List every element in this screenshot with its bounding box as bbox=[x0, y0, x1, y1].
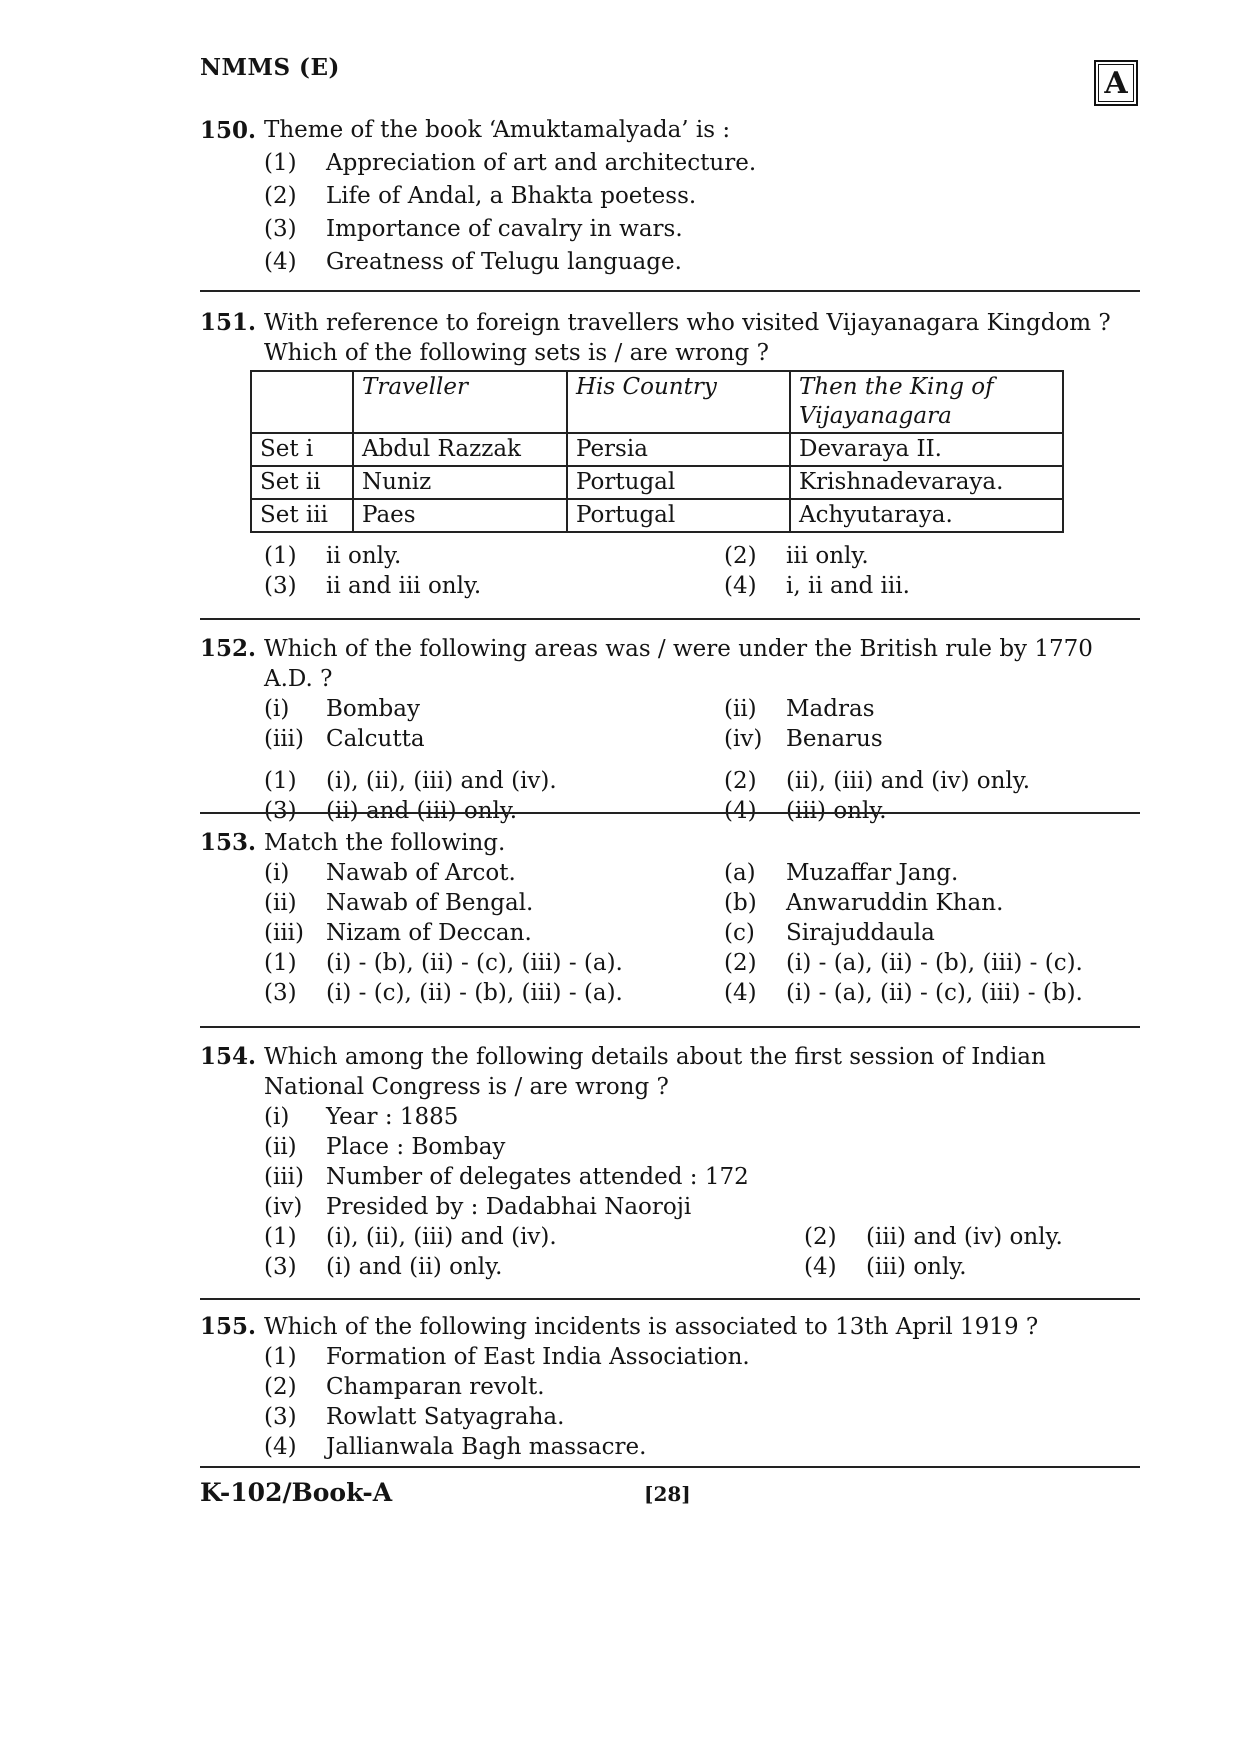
table-header: His Country bbox=[567, 371, 790, 433]
divider bbox=[200, 618, 1140, 620]
set-code-box bbox=[1094, 60, 1138, 106]
table-cell: Devaraya II. bbox=[790, 433, 1063, 466]
table-header bbox=[251, 371, 353, 433]
option-label: (1) bbox=[264, 768, 297, 794]
item-label: (i) bbox=[264, 1104, 290, 1130]
option bbox=[724, 766, 1124, 796]
item-text: Calcutta bbox=[326, 726, 425, 752]
question-text: Which of the following incidents is associated to 13th April 1919 ? bbox=[264, 1314, 1039, 1340]
table-header-row bbox=[251, 371, 1063, 433]
question-number: 150. bbox=[200, 117, 257, 144]
option bbox=[200, 147, 1140, 180]
question-number: 152. bbox=[200, 635, 257, 662]
option-text: ii and iii only. bbox=[326, 573, 482, 599]
list-item bbox=[264, 858, 724, 888]
question-154 bbox=[200, 1042, 1140, 1282]
option-label: (4) bbox=[724, 573, 757, 599]
option-label: (2) bbox=[264, 183, 297, 209]
option-label: (1) bbox=[264, 1344, 297, 1370]
option-text: (i), (ii), (iii) and (iv). bbox=[326, 1224, 557, 1250]
option-label: (1) bbox=[264, 1224, 297, 1250]
list-item bbox=[264, 888, 724, 918]
set-code: A bbox=[1098, 64, 1134, 102]
table-cell: Set i bbox=[251, 433, 353, 466]
booklet-code: K-102/Book-A bbox=[200, 1478, 393, 1507]
option bbox=[724, 948, 1124, 978]
list-item bbox=[724, 724, 1124, 754]
table-cell: Achyutaraya. bbox=[790, 499, 1063, 532]
list-item bbox=[264, 918, 724, 948]
option-label: (1) bbox=[264, 950, 297, 976]
option-text: Rowlatt Satyagraha. bbox=[326, 1404, 565, 1430]
table-cell: Set iii bbox=[251, 499, 353, 532]
item-label: (iv) bbox=[264, 1194, 303, 1220]
item-label: (i) bbox=[264, 860, 290, 886]
option-text: Jallianwala Bagh massacre. bbox=[326, 1434, 647, 1460]
option-label: (2) bbox=[724, 950, 757, 976]
question-153 bbox=[200, 828, 1140, 1008]
item-label: (ii) bbox=[264, 1134, 297, 1160]
item-label: (iv) bbox=[724, 726, 763, 752]
list-item bbox=[200, 1192, 1140, 1222]
question-text: Match the following. bbox=[264, 830, 506, 856]
list-item bbox=[200, 1132, 1140, 1162]
option bbox=[200, 1432, 1140, 1462]
item-text: Nawab of Arcot. bbox=[326, 860, 516, 886]
question-152 bbox=[200, 634, 1140, 826]
item-text: Sirajuddaula bbox=[786, 920, 935, 946]
option bbox=[724, 541, 1124, 571]
divider bbox=[200, 1466, 1140, 1468]
option-label: (3) bbox=[264, 573, 297, 599]
option-text: iii only. bbox=[786, 543, 869, 569]
item-label: (iii) bbox=[264, 1164, 305, 1190]
option-text: Champaran revolt. bbox=[326, 1374, 545, 1400]
option-label: (4) bbox=[264, 1434, 297, 1460]
question-151 bbox=[200, 308, 1140, 601]
option-text: (i) - (b), (ii) - (c), (iii) - (a). bbox=[326, 950, 623, 976]
option bbox=[264, 978, 724, 1008]
table-row bbox=[251, 466, 1063, 499]
item-text: Place : Bombay bbox=[326, 1134, 506, 1160]
option bbox=[264, 766, 724, 796]
option-text: (i) - (a), (ii) - (b), (iii) - (c). bbox=[786, 950, 1083, 976]
divider bbox=[200, 1298, 1140, 1300]
item-text: Anwaruddin Khan. bbox=[786, 890, 1004, 916]
option bbox=[264, 796, 724, 826]
option-label: (4) bbox=[804, 1254, 837, 1280]
option bbox=[264, 541, 724, 571]
item-text: Bombay bbox=[326, 696, 420, 722]
list-item bbox=[200, 1162, 1140, 1192]
option-text: Life of Andal, a Bhakta poetess. bbox=[326, 183, 697, 209]
travellers-table bbox=[250, 370, 1064, 533]
option bbox=[264, 948, 724, 978]
option bbox=[804, 1222, 1144, 1252]
option-text: Formation of East India Association. bbox=[326, 1344, 750, 1370]
question-text: Which among the following details about the first session of Indian National Congress is / are wrong ? bbox=[264, 1044, 1046, 1100]
list-item bbox=[724, 858, 1124, 888]
page-number: [28] bbox=[644, 1482, 691, 1506]
question-text: With reference to foreign travellers who visited Vijayanagara Kingdom ? Which of the following sets is / are wrong ? bbox=[264, 310, 1111, 366]
question-150 bbox=[200, 114, 1140, 279]
item-label: (iii) bbox=[264, 726, 305, 752]
option bbox=[200, 246, 1140, 279]
option-label: (1) bbox=[264, 543, 297, 569]
option-label: (1) bbox=[264, 150, 297, 176]
table-header: Traveller bbox=[353, 371, 567, 433]
question-number: 155. bbox=[200, 1313, 257, 1340]
option bbox=[804, 1252, 1144, 1282]
item-label: (ii) bbox=[724, 696, 757, 722]
option-text: (ii), (iii) and (iv) only. bbox=[786, 768, 1031, 794]
question-number: 151. bbox=[200, 309, 257, 336]
option bbox=[200, 1402, 1140, 1432]
item-label: (i) bbox=[264, 696, 290, 722]
exam-header: NMMS (E) bbox=[200, 54, 340, 81]
option-text: Greatness of Telugu language. bbox=[326, 249, 682, 275]
option-text: Importance of cavalry in wars. bbox=[326, 216, 683, 242]
table-cell: Portugal bbox=[567, 499, 790, 532]
option bbox=[200, 1342, 1140, 1372]
item-label: (a) bbox=[724, 860, 756, 886]
item-text: Year : 1885 bbox=[326, 1104, 459, 1130]
item-text: Number of delegates attended : 172 bbox=[326, 1164, 749, 1190]
option-text: (i) - (c), (ii) - (b), (iii) - (a). bbox=[326, 980, 623, 1006]
option bbox=[264, 1252, 804, 1282]
option-label: (4) bbox=[264, 249, 297, 275]
table-row bbox=[251, 433, 1063, 466]
divider bbox=[200, 290, 1140, 292]
option-text: i, ii and iii. bbox=[786, 573, 910, 599]
list-item bbox=[264, 694, 724, 724]
option-text: (iii) only. bbox=[866, 1254, 967, 1280]
list-item bbox=[724, 888, 1124, 918]
option-label: (4) bbox=[724, 798, 757, 824]
question-number: 153. bbox=[200, 829, 257, 856]
item-text: Muzaffar Jang. bbox=[786, 860, 959, 886]
option-label: (4) bbox=[724, 980, 757, 1006]
item-text: Nizam of Deccan. bbox=[326, 920, 532, 946]
table-row bbox=[251, 499, 1063, 532]
table-cell: Krishnadevaraya. bbox=[790, 466, 1063, 499]
table-cell: Portugal bbox=[567, 466, 790, 499]
option bbox=[200, 213, 1140, 246]
table-cell: Paes bbox=[353, 499, 567, 532]
option-text: (i), (ii), (iii) and (iv). bbox=[326, 768, 557, 794]
question-text: Theme of the book ‘Amuktamalyada’ is : bbox=[264, 117, 731, 143]
option bbox=[264, 571, 724, 601]
item-text: Madras bbox=[786, 696, 875, 722]
table-cell: Persia bbox=[567, 433, 790, 466]
list-item bbox=[264, 724, 724, 754]
option bbox=[724, 571, 1124, 601]
table-cell: Nuniz bbox=[353, 466, 567, 499]
option-text: ii only. bbox=[326, 543, 402, 569]
list-item bbox=[200, 1102, 1140, 1132]
divider bbox=[200, 1026, 1140, 1028]
option-label: (2) bbox=[724, 543, 757, 569]
option-text: (i) - (a), (ii) - (c), (iii) - (b). bbox=[786, 980, 1083, 1006]
option-label: (3) bbox=[264, 1404, 297, 1430]
option bbox=[724, 978, 1124, 1008]
item-label: (c) bbox=[724, 920, 755, 946]
item-label: (b) bbox=[724, 890, 757, 916]
question-text: Which of the following areas was / were under the British rule by 1770 A.D. ? bbox=[264, 636, 1093, 692]
option-text: (ii) and (iii) only. bbox=[326, 798, 518, 824]
option bbox=[200, 180, 1140, 213]
option bbox=[200, 1372, 1140, 1402]
option-label: (2) bbox=[724, 768, 757, 794]
option-label: (2) bbox=[804, 1224, 837, 1250]
list-item bbox=[724, 918, 1124, 948]
item-label: (iii) bbox=[264, 920, 305, 946]
question-155 bbox=[200, 1312, 1140, 1462]
option-text: Appreciation of art and architecture. bbox=[326, 150, 757, 176]
item-text: Nawab of Bengal. bbox=[326, 890, 534, 916]
option-text: (iii) and (iv) only. bbox=[866, 1224, 1063, 1250]
option-label: (3) bbox=[264, 980, 297, 1006]
list-item bbox=[724, 694, 1124, 724]
option-text: (iii) only. bbox=[786, 798, 887, 824]
table-cell: Abdul Razzak bbox=[353, 433, 567, 466]
item-label: (ii) bbox=[264, 890, 297, 916]
question-number: 154. bbox=[200, 1043, 257, 1070]
item-text: Presided by : Dadabhai Naoroji bbox=[326, 1194, 692, 1220]
item-text: Benarus bbox=[786, 726, 883, 752]
table-cell: Set ii bbox=[251, 466, 353, 499]
option bbox=[264, 1222, 804, 1252]
divider bbox=[200, 812, 1140, 814]
option-label: (3) bbox=[264, 1254, 297, 1280]
option bbox=[724, 796, 1124, 826]
table-header: Then the King of Vijayanagara bbox=[790, 371, 1063, 433]
option-label: (3) bbox=[264, 216, 297, 242]
option-label: (2) bbox=[264, 1374, 297, 1400]
option-label: (3) bbox=[264, 798, 297, 824]
option-text: (i) and (ii) only. bbox=[326, 1254, 503, 1280]
